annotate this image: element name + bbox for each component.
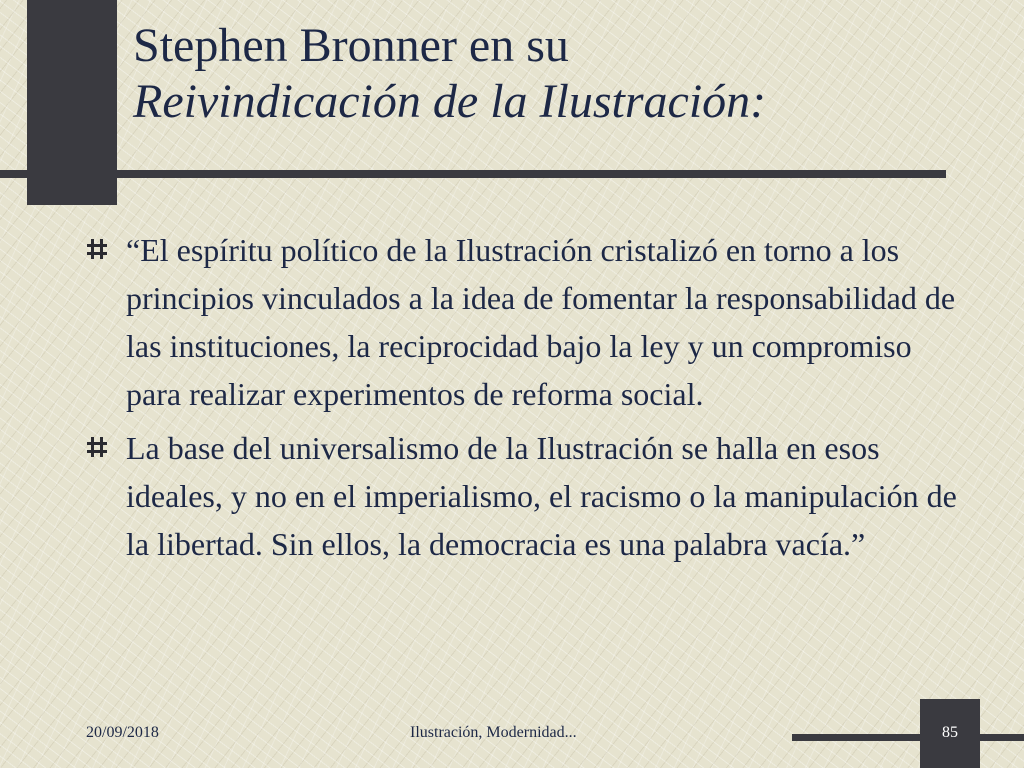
hash-bullet-icon [86, 238, 108, 260]
title-line-2: Reivindicación de la Ilustración: [133, 75, 767, 128]
slide-number: 85 [942, 724, 958, 741]
footer-divider-line [792, 734, 1024, 741]
bullet-item [86, 424, 966, 568]
title-line-1: Stephen Bronner en su [133, 19, 569, 72]
title-divider-line [0, 170, 946, 178]
bullet-text: “El espíritu político de la Ilustración cristalizó en torno a los principios vinculados a la idea de fomentar la responsabilidad de las instituciones, la reciprocidad bajo la ley y un compromiso para realizar experimentos de reforma social. [126, 232, 956, 412]
footer-date: 20/09/2018 [86, 724, 159, 741]
bullet-text: La base del universalismo de la Ilustración se halla en esos ideales, y no en el imperialismo, el racismo o la manipulación de la libertad. Sin ellos, la democracia es una palabra vacía.” [126, 430, 957, 562]
hash-bullet-icon [86, 436, 108, 458]
slide-title [133, 18, 1003, 130]
footer-title: Ilustración, Modernidad... [410, 724, 577, 741]
slide-body [86, 226, 966, 574]
bullet-item [86, 226, 966, 418]
